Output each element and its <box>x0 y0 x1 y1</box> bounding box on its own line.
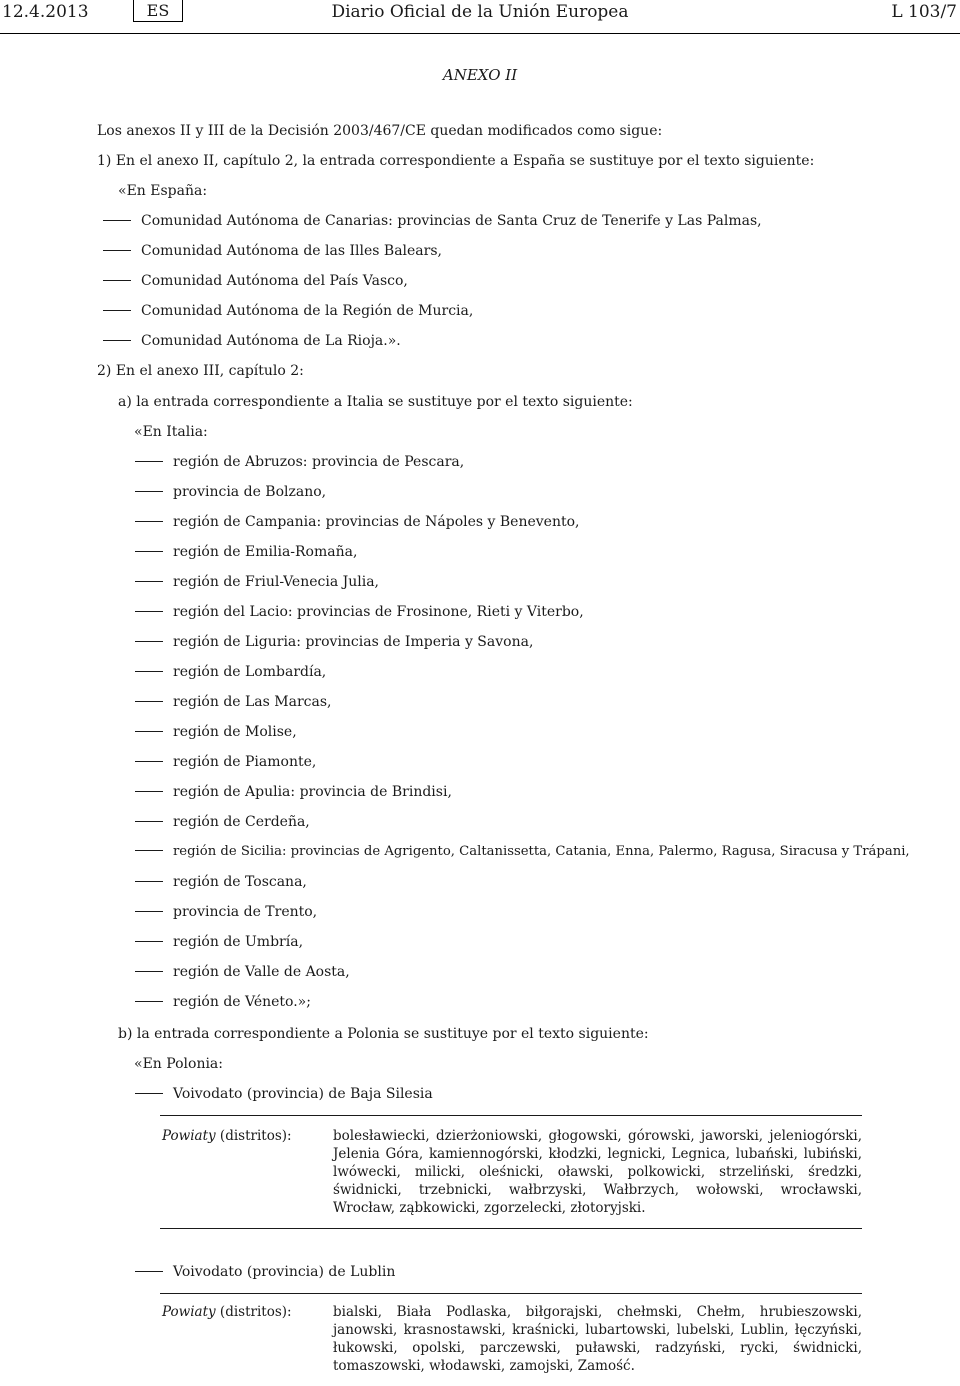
em-dash <box>103 310 131 311</box>
em-dash <box>135 731 163 732</box>
em-dash <box>135 671 163 672</box>
list-item-text: Comunidad Autónoma del País Vasco, <box>141 273 408 289</box>
districts-list: bialski, Biała Podlaska, biłgorajski, chełmski, Chełm, hrubieszowski, janowski, krasnostawski, kraśnicki, lubartowski, lubelski, Lublin, łęczyński, łukowski, opolski, parczewski, puławski, radzyński, rycki, świdnicki, tomaszowski, włodawski, zamojski, Zamość. <box>333 1304 862 1374</box>
voivodship-heading <box>135 1084 433 1104</box>
list-item <box>135 512 579 532</box>
em-dash <box>135 761 163 762</box>
list-item-text: región de Toscana, <box>173 874 307 890</box>
list-item <box>103 211 762 231</box>
table-bottom-rule <box>160 1228 862 1229</box>
list-item-text: región de Piamonte, <box>173 754 317 770</box>
em-dash <box>135 461 163 462</box>
table-top-rule <box>160 1115 862 1116</box>
em-dash <box>103 220 131 221</box>
em-dash <box>135 581 163 582</box>
districts-list: bolesławiecki, dzierżoniowski, głogowski, górowski, jaworski, jeleniogórski, Jelenia Góra, kamiennogórski, kłodzki, legnicki, Legnica, lubański, lubiński, lwówecki, milicki, oleśnicki, oławski, polkowicki, strzeliński, średzki, świdnicki, trzebnicki, wałbrzyski, Wałbrzych, wołowski, wrocławski, Wrocław, ząbkowicki, zgorzelecki, złotoryjski. <box>333 1128 862 1216</box>
list-item-text: región de Liguria: provincias de Imperia y Savona, <box>173 634 534 650</box>
em-dash <box>135 611 163 612</box>
publication-date: 12.4.2013 <box>2 2 89 22</box>
list-item <box>135 752 316 772</box>
list-item-text: región de Apulia: provincia de Brindisi, <box>173 784 452 800</box>
list-item-text: Comunidad Autónoma de las Illes Balears, <box>141 243 442 259</box>
annex-title: ANEXO II <box>442 66 518 84</box>
item-1-lead: «En España: <box>118 183 208 199</box>
list-item-text: región de Friul-Venecia Julia, <box>173 574 380 590</box>
item-2b-lead: «En Polonia: <box>134 1056 223 1072</box>
list-item <box>135 482 326 502</box>
list-item-text: región de Véneto.»; <box>173 994 311 1010</box>
list-item <box>135 992 311 1012</box>
list-item-text: provincia de Bolzano, <box>173 484 327 500</box>
em-dash <box>135 941 163 942</box>
em-dash <box>135 491 163 492</box>
list-item <box>135 722 297 742</box>
list-item-text: región del Lacio: provincias de Frosinone, Rieti y Viterbo, <box>173 604 584 620</box>
em-dash <box>135 521 163 522</box>
list-item-text: región de Emilia-Romaña, <box>173 544 358 560</box>
item-1-text: 1) En el anexo II, capítulo 2, la entrada correspondiente a España se sustituye por el texto siguiente: <box>97 153 815 169</box>
list-item-text: región de Valle de Aosta, <box>173 964 350 980</box>
voivodship-name: Voivodato (provincia) de Baja Silesia <box>173 1086 433 1102</box>
list-item-text: región de Molise, <box>173 724 297 740</box>
list-item-text: región de Las Marcas, <box>173 694 332 710</box>
list-item <box>135 602 584 622</box>
page-number: L 103/7 <box>891 2 957 22</box>
voivodship-name: Voivodato (provincia) de Lublin <box>173 1264 396 1280</box>
list-item-text: Comunidad Autónoma de la Región de Murcia, <box>141 303 474 319</box>
em-dash <box>103 280 131 281</box>
item-2b-text: b) la entrada correspondiente a Polonia se sustituye por el texto siguiente: <box>118 1026 649 1042</box>
list-item-text: región de Umbría, <box>173 934 304 950</box>
table-top-rule <box>160 1293 862 1294</box>
list-item <box>135 632 533 652</box>
list-item-text: región de Sicilia: provincias de Agrigento, Caltanissetta, Catania, Enna, Palermo, Ragusa, Siracusa y Trápani, <box>173 844 910 859</box>
list-item <box>103 271 408 291</box>
list-item <box>135 872 307 892</box>
list-item <box>135 782 452 802</box>
list-item-text: región de Cerdeña, <box>173 814 310 830</box>
list-item-text: Comunidad Autónoma de Canarias: provincias de Santa Cruz de Tenerife y Las Palmas, <box>141 213 762 229</box>
list-item <box>135 452 464 472</box>
list-item <box>135 962 350 982</box>
list-item-text: región de Lombardía, <box>173 664 327 680</box>
list-item <box>135 692 331 712</box>
list-item <box>103 301 473 321</box>
em-dash <box>135 821 163 822</box>
districts-label: Powiaty (distritos): <box>162 1128 292 1144</box>
list-item <box>135 812 310 832</box>
list-item <box>135 842 910 862</box>
header-rule <box>0 33 960 34</box>
em-dash <box>135 1093 163 1094</box>
em-dash <box>135 971 163 972</box>
em-dash <box>135 850 163 851</box>
item-2a-lead: «En Italia: <box>134 424 208 440</box>
list-item <box>103 241 442 261</box>
list-item <box>135 932 303 952</box>
list-item <box>135 662 326 682</box>
list-item <box>103 331 401 351</box>
list-item-text: región de Campania: provincias de Nápoles y Benevento, <box>173 514 580 530</box>
intro-paragraph: Los anexos II y III de la Decisión 2003/467/CE quedan modificados como sigue: <box>97 123 663 139</box>
districts-label: Powiaty (distritos): <box>162 1304 292 1320</box>
list-item <box>135 902 317 922</box>
language-badge: ES <box>133 0 183 22</box>
em-dash <box>135 881 163 882</box>
page-header <box>0 0 960 34</box>
item-2-text: 2) En el anexo III, capítulo 2: <box>97 363 304 379</box>
em-dash <box>135 791 163 792</box>
em-dash <box>103 340 131 341</box>
em-dash <box>135 701 163 702</box>
list-item <box>135 542 357 562</box>
list-item <box>135 572 379 592</box>
journal-title: Diario Oficial de la Unión Europea <box>331 2 629 22</box>
em-dash <box>135 911 163 912</box>
em-dash <box>103 250 131 251</box>
em-dash <box>135 1001 163 1002</box>
em-dash <box>135 1271 163 1272</box>
em-dash <box>135 551 163 552</box>
item-2a-text: a) la entrada correspondiente a Italia se sustituye por el texto siguiente: <box>118 394 633 410</box>
em-dash <box>135 641 163 642</box>
list-item-text: región de Abruzos: provincia de Pescara, <box>173 454 465 470</box>
voivodship-heading <box>135 1262 395 1282</box>
list-item-text: provincia de Trento, <box>173 904 318 920</box>
list-item-text: Comunidad Autónoma de La Rioja.». <box>141 333 401 349</box>
